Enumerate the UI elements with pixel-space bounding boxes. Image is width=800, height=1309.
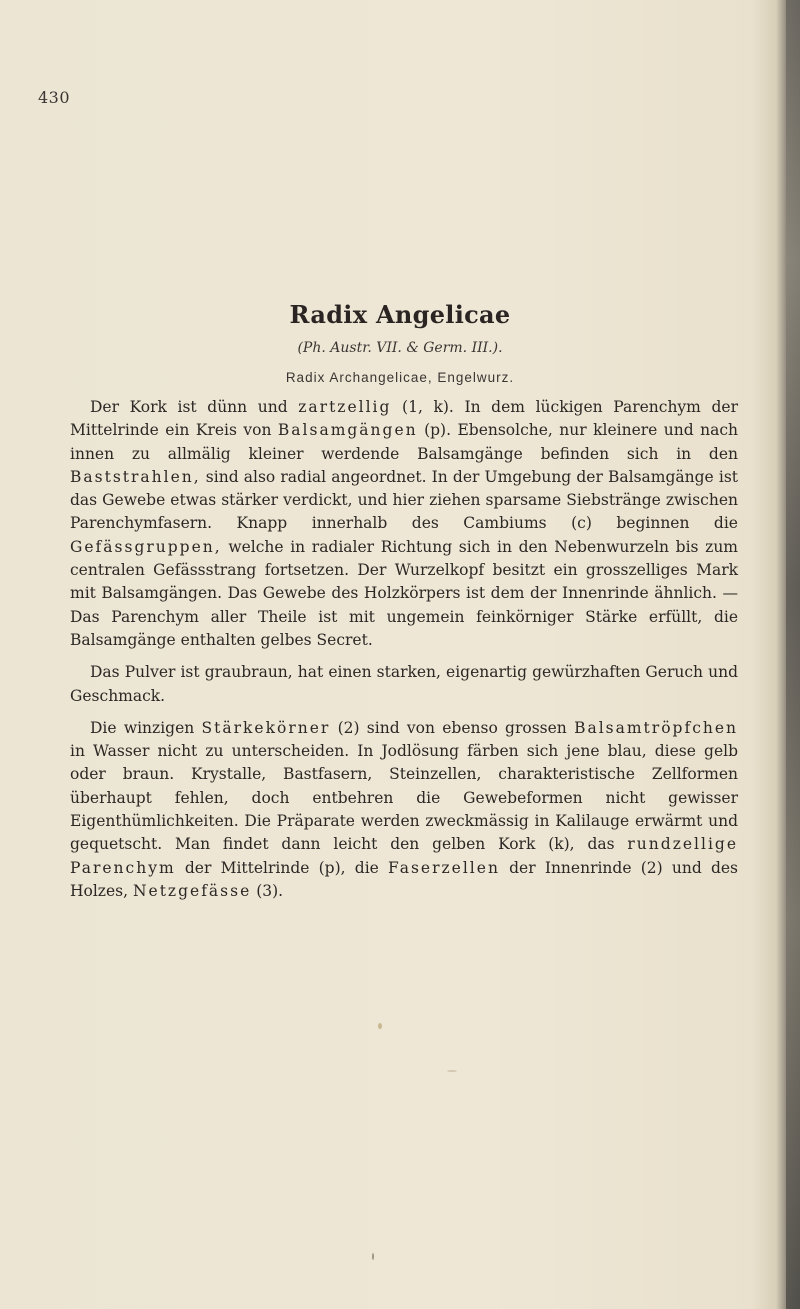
- paper-speck: [378, 1023, 382, 1029]
- text-run: (3).: [251, 881, 284, 900]
- synonym-line: Radix Archangelicae, Engelwurz.: [285, 370, 515, 385]
- emphasized-term: Balsamgängen: [277, 421, 418, 440]
- page-title: Radix Angelicae: [289, 300, 511, 329]
- text-run: (2) sind von ebenso grossen: [330, 718, 575, 737]
- text-run: welche in radialer Richtung sich in den Nebenwurzeln bis zum centralen Gefässstrang fortsetzen. Der Wurzelkopf besitzt ein grosszelliges Mark mit Balsamgängen. Das Gewebe des Holzkörpers ist dem der Innenrinde ähnlich. — Das Parenchym aller Theile ist mit ungemein feinkörniger Stärke erfüllt, die Balsamgänge enthalten gelbes Secret.: [70, 537, 738, 649]
- emphasized-term: rundzellige Parenchym: [70, 835, 738, 877]
- emphasized-term: Gefässgruppen,: [70, 537, 222, 556]
- text-run: Das Pulver ist graubraun, hat einen starken, eigenartig gewürzhaften Geruch und Geschmack.: [70, 663, 738, 705]
- text-run: Der Kork ist dünn und: [90, 398, 299, 416]
- text-run: der Mittelrinde (p), die: [175, 858, 389, 877]
- emphasized-term: zartzellig: [298, 398, 392, 416]
- emphasized-term: Netzgefässe: [132, 881, 252, 900]
- text-run: in Wasser nicht zu unterscheiden. In Jodlösung färben sich jene blau, diese gelb oder braun. Krystalle, Bastfasern, Steinzellen, charakteristische Zellformen überhaupt fehlen, doch entbehren die Gewebeformen nicht gewisser Eigenthümlichkeiten. Die Präparate werden zweckmässig in Kalilauge erwärmt und gequetscht. Man findet dann leicht den gelben Kork (k), das: [70, 742, 738, 854]
- page-edge-shadow: [786, 0, 800, 1309]
- body-text: [70, 396, 738, 903]
- emphasized-term: Baststrahlen,: [70, 467, 201, 486]
- text-run: (1, k). In dem lückigen Parenchym der Mittelrinde ein Kreis von: [70, 398, 738, 440]
- text-run: (p). Ebensolche, nur kleinere und nach innen zu allmälig kleiner werdende Balsamgänge befinden sich in den: [70, 421, 738, 463]
- text-run: der Innenrinde (2) und des Holzes,: [70, 858, 738, 900]
- emphasized-term: Stärkekörner: [201, 718, 331, 737]
- paragraph-anatomy: [70, 396, 738, 652]
- text-run: sind also radial angeordnet. In der Umgebung der Balsamgänge ist das Gewebe etwas stärker verdickt, und hier ziehen sparsame Siebstränge zwischen Parenchymfasern. Knapp innerhalb des Cambiums (c) beginnen die: [70, 467, 738, 533]
- pharmacopoeia-reference: (Ph. Austr. VII. & Germ. III.).: [297, 340, 503, 356]
- paragraph-powder: [70, 661, 738, 708]
- emphasized-term: Balsamtröpfchen: [574, 718, 739, 737]
- paper-speck: [372, 1253, 374, 1260]
- emphasized-term: Faserzellen: [388, 858, 500, 877]
- paragraph-microscopy: [70, 717, 738, 903]
- page-number: 430: [38, 88, 71, 107]
- text-run: Die winzigen: [90, 718, 202, 737]
- paper-speck: [447, 1070, 457, 1072]
